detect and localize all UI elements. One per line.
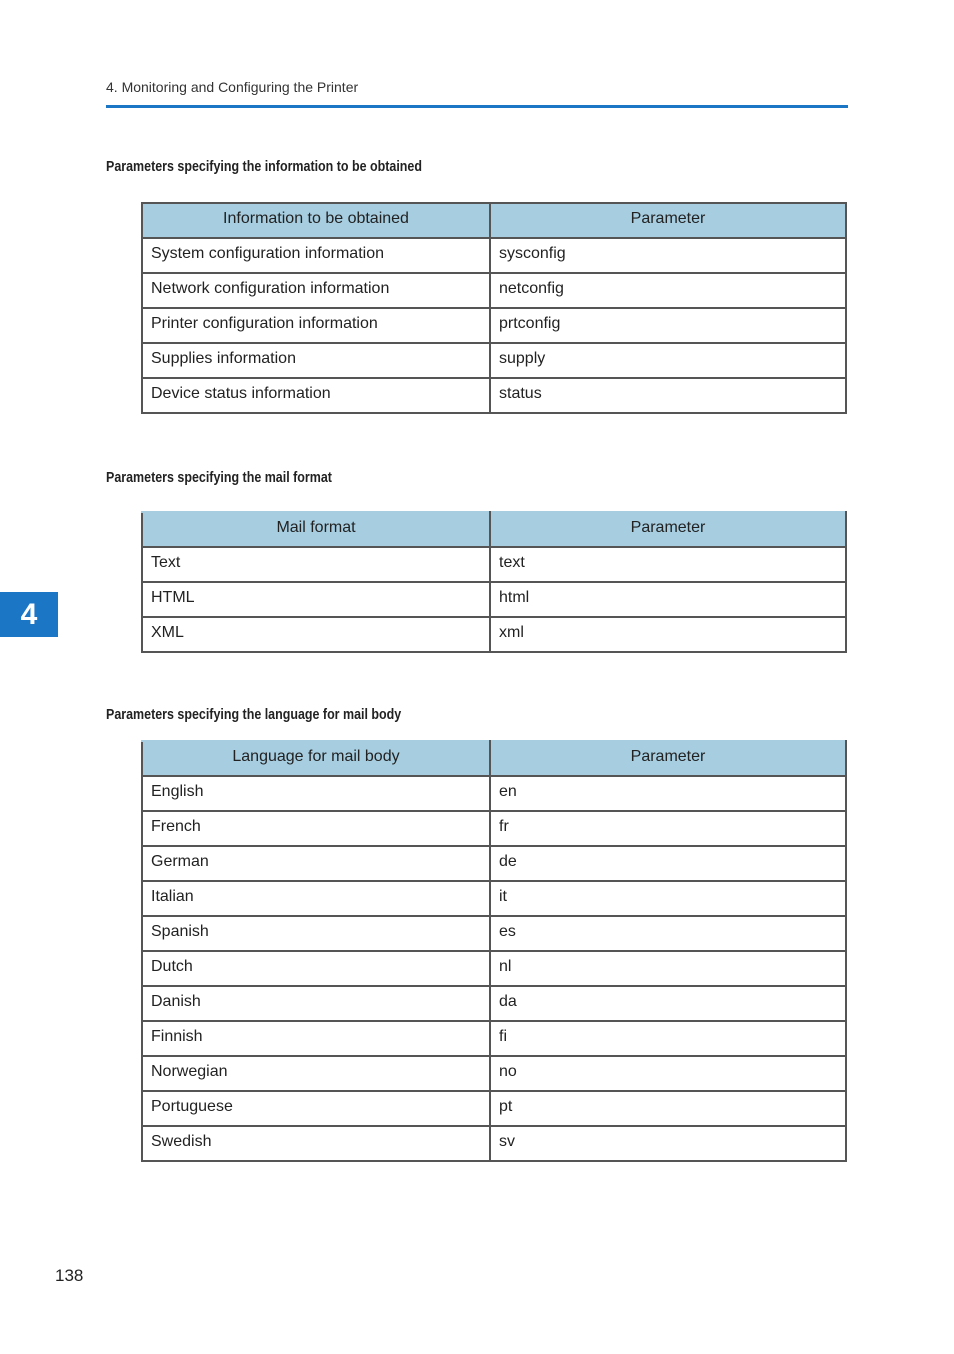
table-row xyxy=(142,776,846,811)
table-row xyxy=(142,951,846,986)
table-cell: Swedish xyxy=(142,1126,490,1161)
column-header: Language for mail body xyxy=(142,741,490,776)
table-cell: supply xyxy=(490,343,846,378)
section-heading-mail-format: Parameters specifying the mail format xyxy=(106,470,332,486)
table-row xyxy=(142,916,846,951)
table-row xyxy=(142,811,846,846)
table-cell: es xyxy=(490,916,846,951)
column-header: Parameter xyxy=(490,203,846,238)
table-cell: Printer configuration information xyxy=(142,308,490,343)
table-header-row xyxy=(142,741,846,776)
table-cell: text xyxy=(490,547,846,582)
page-number: 138 xyxy=(55,1266,84,1285)
table-cell: da xyxy=(490,986,846,1021)
table-row xyxy=(142,308,846,343)
table-row xyxy=(142,986,846,1021)
header-rule xyxy=(106,105,848,108)
table-row xyxy=(142,617,846,652)
column-header: Parameter xyxy=(490,512,846,547)
table-cell: pt xyxy=(490,1091,846,1126)
table-cell: System configuration information xyxy=(142,238,490,273)
table-row xyxy=(142,1021,846,1056)
table-cell: HTML xyxy=(142,582,490,617)
table-cell: English xyxy=(142,776,490,811)
table-header-row xyxy=(142,203,846,238)
section-heading-info: Parameters specifying the information to be obtained xyxy=(106,159,422,175)
table-cell: Text xyxy=(142,547,490,582)
table-cell: Portuguese xyxy=(142,1091,490,1126)
table-cell: Device status information xyxy=(142,378,490,413)
table-row xyxy=(142,273,846,308)
column-header: Mail format xyxy=(142,512,490,547)
table-row xyxy=(142,1126,846,1161)
table-cell: Finnish xyxy=(142,1021,490,1056)
table-cell: German xyxy=(142,846,490,881)
table-row xyxy=(142,238,846,273)
language-table xyxy=(141,740,847,1162)
table-cell: Italian xyxy=(142,881,490,916)
running-header: 4. Monitoring and Configuring the Printer xyxy=(106,79,359,95)
table-cell: de xyxy=(490,846,846,881)
table-cell: it xyxy=(490,881,846,916)
table-cell: status xyxy=(490,378,846,413)
table-row xyxy=(142,846,846,881)
table-cell: Norwegian xyxy=(142,1056,490,1091)
table-cell: sysconfig xyxy=(490,238,846,273)
table-cell: fr xyxy=(490,811,846,846)
table-row xyxy=(142,1056,846,1091)
table-row xyxy=(142,582,846,617)
table-row xyxy=(142,378,846,413)
table-row xyxy=(142,547,846,582)
table-row xyxy=(142,343,846,378)
table-cell: nl xyxy=(490,951,846,986)
table-cell: no xyxy=(490,1056,846,1091)
table-cell: XML xyxy=(142,617,490,652)
table-cell: netconfig xyxy=(490,273,846,308)
table-cell: Spanish xyxy=(142,916,490,951)
info-parameters-table xyxy=(141,202,847,414)
section-heading-language: Parameters specifying the language for mail body xyxy=(106,707,402,723)
table-cell: sv xyxy=(490,1126,846,1161)
table-cell: prtconfig xyxy=(490,308,846,343)
table-header-row xyxy=(142,512,846,547)
column-header: Information to be obtained xyxy=(142,203,490,238)
table-cell: fi xyxy=(490,1021,846,1056)
table-cell: Supplies information xyxy=(142,343,490,378)
table-row xyxy=(142,1091,846,1126)
table-cell: French xyxy=(142,811,490,846)
table-cell: xml xyxy=(490,617,846,652)
mail-format-table xyxy=(141,511,847,653)
table-cell: Network configuration information xyxy=(142,273,490,308)
table-cell: en xyxy=(490,776,846,811)
chapter-tab: 4 xyxy=(0,592,58,637)
table-row xyxy=(142,881,846,916)
table-cell: Danish xyxy=(142,986,490,1021)
table-cell: html xyxy=(490,582,846,617)
table-cell: Dutch xyxy=(142,951,490,986)
column-header: Parameter xyxy=(490,741,846,776)
